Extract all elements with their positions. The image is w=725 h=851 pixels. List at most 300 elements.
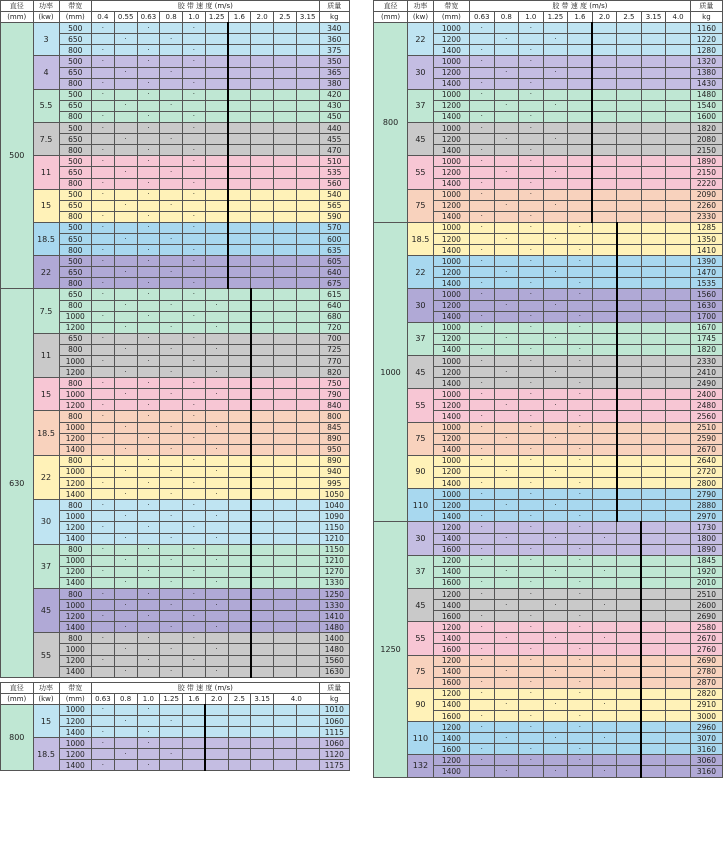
speed-cell xyxy=(137,322,160,333)
speed-cell: · xyxy=(592,566,617,577)
speed-label: 2.0 xyxy=(592,12,617,23)
speed-cell xyxy=(228,555,251,566)
speed-cell: · xyxy=(205,622,228,633)
speed-cell xyxy=(114,289,137,300)
speed-cell xyxy=(617,433,642,444)
belt-width-cell: 650 xyxy=(59,100,92,111)
speed-cell: · xyxy=(470,478,495,489)
belt-width-cell: 1400 xyxy=(433,566,469,577)
speed-cell xyxy=(568,533,593,544)
diameter-cell: 800 xyxy=(1,704,34,771)
power-cell: 55 xyxy=(408,389,434,422)
speed-cell xyxy=(228,633,251,644)
power-cell: 15 xyxy=(33,704,59,737)
speed-cell xyxy=(568,400,593,411)
mass-cell: 605 xyxy=(319,256,349,267)
speed-cell: · xyxy=(205,300,228,311)
belt-width-cell: 1000 xyxy=(59,389,92,400)
speed-cell xyxy=(92,322,115,333)
speed-cell xyxy=(228,300,251,311)
diameter-cell: 1000 xyxy=(374,222,408,522)
speed-cell xyxy=(641,466,666,477)
diameter-header: 直径 xyxy=(374,1,408,12)
speed-cell xyxy=(296,455,319,466)
speed-cell xyxy=(666,300,691,311)
speed-cell: · xyxy=(160,167,183,178)
speed-cell xyxy=(543,644,568,655)
speed-cell xyxy=(296,289,319,300)
speed-cell: · xyxy=(183,611,206,622)
speed-cell: · xyxy=(494,666,519,677)
speed-cell xyxy=(137,367,160,378)
speed-cell xyxy=(251,78,274,89)
mass-cell: 2330 xyxy=(690,356,722,367)
speed-cell xyxy=(92,600,115,611)
speed-cell: · xyxy=(470,111,495,122)
speed-cell xyxy=(592,267,617,278)
speed-cell: · xyxy=(137,145,160,156)
speed-cell: · xyxy=(114,233,137,244)
speed-cell xyxy=(296,444,319,455)
belt-width-cell: 1200 xyxy=(433,755,469,766)
speed-cell xyxy=(641,156,666,167)
speed-cell xyxy=(137,67,160,78)
mass-cell: 365 xyxy=(319,67,349,78)
speed-cell xyxy=(137,600,160,611)
speed-cell: · xyxy=(543,333,568,344)
table-row xyxy=(374,23,723,34)
mass-cell: 1470 xyxy=(690,267,722,278)
speed-cell xyxy=(205,433,228,444)
speed-cell xyxy=(296,633,319,644)
speed-cell xyxy=(666,178,691,189)
speed-cell xyxy=(617,577,642,588)
speed-cell: · xyxy=(519,722,544,733)
speed-cell: · xyxy=(160,300,183,311)
speed-cell xyxy=(568,699,593,710)
speed-cell: · xyxy=(470,123,495,134)
speed-cell xyxy=(274,100,297,111)
speed-cell: · xyxy=(543,233,568,244)
speed-cell: · xyxy=(519,455,544,466)
speed-cell xyxy=(617,367,642,378)
speed-cell: · xyxy=(160,555,183,566)
speed-cell xyxy=(228,278,251,289)
speed-cell xyxy=(494,389,519,400)
speed-cell xyxy=(592,422,617,433)
table-row xyxy=(1,633,350,644)
mass-cell: 1090 xyxy=(319,511,349,522)
belt-width-cell: 800 xyxy=(59,178,92,189)
speed-cell: · xyxy=(114,422,137,433)
speed-cell: · xyxy=(183,245,206,256)
speed-cell xyxy=(641,178,666,189)
belt-width-unit: (mm) xyxy=(59,12,92,23)
speed-cell: · xyxy=(183,433,206,444)
speed-cell xyxy=(137,511,160,522)
speed-cell xyxy=(592,489,617,500)
mass-cell: 790 xyxy=(319,389,349,400)
mass-cell: 640 xyxy=(319,267,349,278)
belt-width-cell: 1400 xyxy=(433,444,469,455)
mass-cell: 1160 xyxy=(690,23,722,34)
speed-cell xyxy=(205,34,228,45)
speed-cell xyxy=(470,433,495,444)
speed-cell xyxy=(592,23,617,34)
mass-cell: 470 xyxy=(319,145,349,156)
speed-cell: · xyxy=(183,78,206,89)
speed-cell: · xyxy=(183,588,206,599)
speed-cell xyxy=(274,716,297,727)
mass-cell: 2590 xyxy=(690,433,722,444)
speed-cell: · xyxy=(137,611,160,622)
speed-cell xyxy=(666,167,691,178)
table-row xyxy=(1,411,350,422)
speed-cell: · xyxy=(114,67,137,78)
speed-cell xyxy=(494,522,519,533)
belt-width-cell: 1600 xyxy=(433,677,469,688)
speed-cell xyxy=(470,100,495,111)
speed-cell xyxy=(617,611,642,622)
speed-cell xyxy=(183,300,206,311)
mass-cell: 350 xyxy=(319,56,349,67)
speed-cell xyxy=(470,533,495,544)
speed-cell xyxy=(666,433,691,444)
speed-cell xyxy=(617,45,642,56)
speed-cell xyxy=(568,733,593,744)
speed-cell: · xyxy=(160,389,183,400)
speed-cell xyxy=(617,111,642,122)
speed-cell: · xyxy=(519,677,544,688)
speed-cell xyxy=(543,478,568,489)
speed-cell: · xyxy=(568,478,593,489)
power-cell: 11 xyxy=(33,333,59,377)
belt-width-cell: 1400 xyxy=(59,577,92,588)
speed-cell xyxy=(160,56,183,67)
speed-cell: · xyxy=(205,322,228,333)
speed-cell: · xyxy=(137,156,160,167)
speed-cell: · xyxy=(137,123,160,134)
speed-cell xyxy=(296,189,319,200)
mass-cell: 2800 xyxy=(690,478,722,489)
speed-cell xyxy=(183,622,206,633)
table-row xyxy=(374,322,723,333)
speed-cell xyxy=(114,222,137,233)
speed-cell xyxy=(666,78,691,89)
speed-cell xyxy=(543,344,568,355)
speed-cell: · xyxy=(470,289,495,300)
speed-cell xyxy=(205,78,228,89)
speed-cell xyxy=(470,34,495,45)
speed-cell xyxy=(617,411,642,422)
mass-cell: 565 xyxy=(319,200,349,211)
power-cell: 30 xyxy=(408,56,434,89)
speed-cell xyxy=(137,555,160,566)
mass-cell: 840 xyxy=(319,400,349,411)
speed-cell: · xyxy=(519,189,544,200)
speed-cell xyxy=(183,555,206,566)
speed-cell xyxy=(617,78,642,89)
speed-cell xyxy=(251,300,274,311)
speed-cell: · xyxy=(519,145,544,156)
speed-cell: · xyxy=(519,555,544,566)
speed-cell: · xyxy=(470,544,495,555)
speed-cell xyxy=(592,688,617,699)
speed-cell xyxy=(568,300,593,311)
speed-cell xyxy=(114,211,137,222)
speed-cell: · xyxy=(160,267,183,278)
speed-cell xyxy=(592,455,617,466)
speed-cell: · xyxy=(183,500,206,511)
speed-cell xyxy=(543,89,568,100)
speed-cell xyxy=(114,111,137,122)
speed-cell xyxy=(543,511,568,522)
speed-cell xyxy=(274,511,297,522)
speed-cell xyxy=(494,711,519,722)
speed-cell: · xyxy=(470,422,495,433)
speed-cell: · xyxy=(494,500,519,511)
mass-cell: 1890 xyxy=(690,544,722,555)
table-row xyxy=(374,489,723,500)
speed-cell: · xyxy=(592,533,617,544)
header-row xyxy=(1,693,350,704)
speed-cell: · xyxy=(137,544,160,555)
speed-cell xyxy=(228,211,251,222)
belt-width-cell: 1200 xyxy=(433,67,469,78)
speed-cell xyxy=(617,600,642,611)
speed-cell xyxy=(641,411,666,422)
speed-cell xyxy=(160,378,183,389)
speed-cell xyxy=(228,311,251,322)
speed-cell: · xyxy=(160,344,183,355)
power-unit: (kw) xyxy=(33,12,59,23)
speed-cell: · xyxy=(137,222,160,233)
speed-cell xyxy=(296,89,319,100)
speed-label: 1.25 xyxy=(205,12,228,23)
belt-width-cell: 1200 xyxy=(433,466,469,477)
belt-width-cell: 1200 xyxy=(433,167,469,178)
speed-cell xyxy=(92,511,115,522)
speed-cell xyxy=(205,716,228,727)
speed-cell xyxy=(641,655,666,666)
speed-cell xyxy=(114,278,137,289)
speed-cell xyxy=(617,233,642,244)
mass-cell: 2220 xyxy=(690,178,722,189)
speed-cell xyxy=(114,145,137,156)
belt-width-cell: 1200 xyxy=(433,522,469,533)
mass-cell: 640 xyxy=(319,300,349,311)
speed-cell xyxy=(296,511,319,522)
speed-cell xyxy=(592,333,617,344)
speed-cell xyxy=(228,533,251,544)
speed-cell xyxy=(160,522,183,533)
speed-cell xyxy=(519,400,544,411)
speed-cell xyxy=(274,727,297,738)
pulley-table-left xyxy=(0,0,350,771)
speed-cell xyxy=(592,134,617,145)
speed-cell xyxy=(228,600,251,611)
speed-cell xyxy=(274,411,297,422)
speed-cell xyxy=(494,222,519,233)
speed-cell xyxy=(183,704,206,715)
speed-cell xyxy=(228,588,251,599)
mass-cell: 1390 xyxy=(690,256,722,267)
speed-cell xyxy=(228,111,251,122)
speed-cell xyxy=(183,200,206,211)
speed-cell: · xyxy=(470,455,495,466)
speed-cell: · xyxy=(137,178,160,189)
table-row xyxy=(374,156,723,167)
speed-cell xyxy=(494,145,519,156)
speed-cell xyxy=(205,611,228,622)
speed-cell xyxy=(494,444,519,455)
speed-cell: · xyxy=(183,311,206,322)
speed-cell xyxy=(641,588,666,599)
speed-cell xyxy=(228,544,251,555)
table-row xyxy=(1,123,350,134)
belt-width-cell: 1400 xyxy=(433,111,469,122)
table-row xyxy=(374,655,723,666)
speed-cell xyxy=(641,378,666,389)
speed-cell xyxy=(641,611,666,622)
speed-cell xyxy=(183,666,206,677)
mass-cell: 2410 xyxy=(690,367,722,378)
table-row xyxy=(374,256,723,267)
speed-cell xyxy=(494,478,519,489)
speed-cell xyxy=(666,444,691,455)
table-row xyxy=(1,89,350,100)
belt-width-cell: 500 xyxy=(59,222,92,233)
speed-cell xyxy=(296,749,319,760)
speed-cell xyxy=(592,522,617,533)
diameter-unit: (mm) xyxy=(374,12,408,23)
speed-cell xyxy=(251,367,274,378)
speed-cell xyxy=(641,744,666,755)
speed-cell xyxy=(592,289,617,300)
speed-cell xyxy=(617,267,642,278)
belt-width-cell: 1400 xyxy=(59,489,92,500)
speed-cell xyxy=(274,522,297,533)
speed-cell xyxy=(205,45,228,56)
speed-cell xyxy=(114,333,137,344)
speed-cell xyxy=(205,111,228,122)
belt-width-cell: 1000 xyxy=(59,555,92,566)
speed-label: 2.5 xyxy=(228,693,251,704)
speed-cell: · xyxy=(519,289,544,300)
speed-cell xyxy=(617,478,642,489)
mass-cell: 2510 xyxy=(690,588,722,599)
speed-cell: · xyxy=(568,289,593,300)
speed-cell xyxy=(494,356,519,367)
speed-cell: · xyxy=(470,178,495,189)
speed-cell xyxy=(228,433,251,444)
speed-cell xyxy=(519,167,544,178)
speed-cell xyxy=(494,677,519,688)
speed-cell xyxy=(296,433,319,444)
header-row xyxy=(374,1,723,12)
speed-cell xyxy=(296,322,319,333)
speed-cell xyxy=(592,588,617,599)
speed-cell xyxy=(228,478,251,489)
speed-label: 0.8 xyxy=(494,12,519,23)
speed-cell xyxy=(666,211,691,222)
mass-cell: 1700 xyxy=(690,311,722,322)
speed-cell xyxy=(592,189,617,200)
speed-cell xyxy=(251,738,274,749)
speed-cell xyxy=(92,267,115,278)
speed-cell: · xyxy=(137,111,160,122)
speed-cell xyxy=(274,256,297,267)
speed-cell xyxy=(470,600,495,611)
speed-cell: · xyxy=(519,511,544,522)
speed-cell xyxy=(568,178,593,189)
speed-cell xyxy=(592,389,617,400)
mass-cell: 2260 xyxy=(690,200,722,211)
power-unit: (kw) xyxy=(408,12,434,23)
mass-cell: 2690 xyxy=(690,611,722,622)
speed-cell: · xyxy=(92,655,115,666)
mass-cell: 2640 xyxy=(690,455,722,466)
speed-cell xyxy=(494,23,519,34)
mass-cell: 1175 xyxy=(319,760,349,771)
speed-cell xyxy=(494,78,519,89)
belt-width-cell: 1200 xyxy=(433,267,469,278)
belt-width-cell: 800 xyxy=(59,78,92,89)
speed-cell xyxy=(274,111,297,122)
speed-cell xyxy=(617,711,642,722)
speed-cell xyxy=(617,622,642,633)
speed-cell xyxy=(296,478,319,489)
mass-cell: 1400 xyxy=(319,633,349,644)
speed-cell xyxy=(592,711,617,722)
belt-width-cell: 1400 xyxy=(433,245,469,256)
power-cell: 30 xyxy=(408,289,434,322)
speed-cell xyxy=(92,716,115,727)
mass-cell: 1330 xyxy=(319,600,349,611)
speed-cell xyxy=(641,600,666,611)
diameter-unit: (mm) xyxy=(1,693,34,704)
speed-cell xyxy=(137,100,160,111)
speed-cell xyxy=(641,145,666,156)
speed-cell: · xyxy=(114,577,137,588)
speed-cell: · xyxy=(205,644,228,655)
belt-width-cell: 650 xyxy=(59,267,92,278)
belt-width-cell: 1200 xyxy=(433,500,469,511)
speed-cell xyxy=(666,123,691,134)
speed-cell xyxy=(274,78,297,89)
speed-cell xyxy=(228,422,251,433)
speed-cell xyxy=(296,727,319,738)
table-row xyxy=(374,189,723,200)
power-cell: 7.5 xyxy=(33,123,59,156)
speed-cell xyxy=(470,167,495,178)
speed-cell xyxy=(519,600,544,611)
speed-cell: · xyxy=(470,744,495,755)
speed-cell xyxy=(296,100,319,111)
speed-cell xyxy=(137,233,160,244)
table-row xyxy=(374,222,723,233)
speed-cell: · xyxy=(160,100,183,111)
mass-cell: 770 xyxy=(319,356,349,367)
speed-cell: · xyxy=(92,400,115,411)
speed-cell xyxy=(494,45,519,56)
speed-cell: · xyxy=(568,455,593,466)
speed-cell xyxy=(641,344,666,355)
speed-cell xyxy=(274,500,297,511)
speed-cell: · xyxy=(205,389,228,400)
speed-cell: · xyxy=(205,344,228,355)
mass-cell: 420 xyxy=(319,89,349,100)
